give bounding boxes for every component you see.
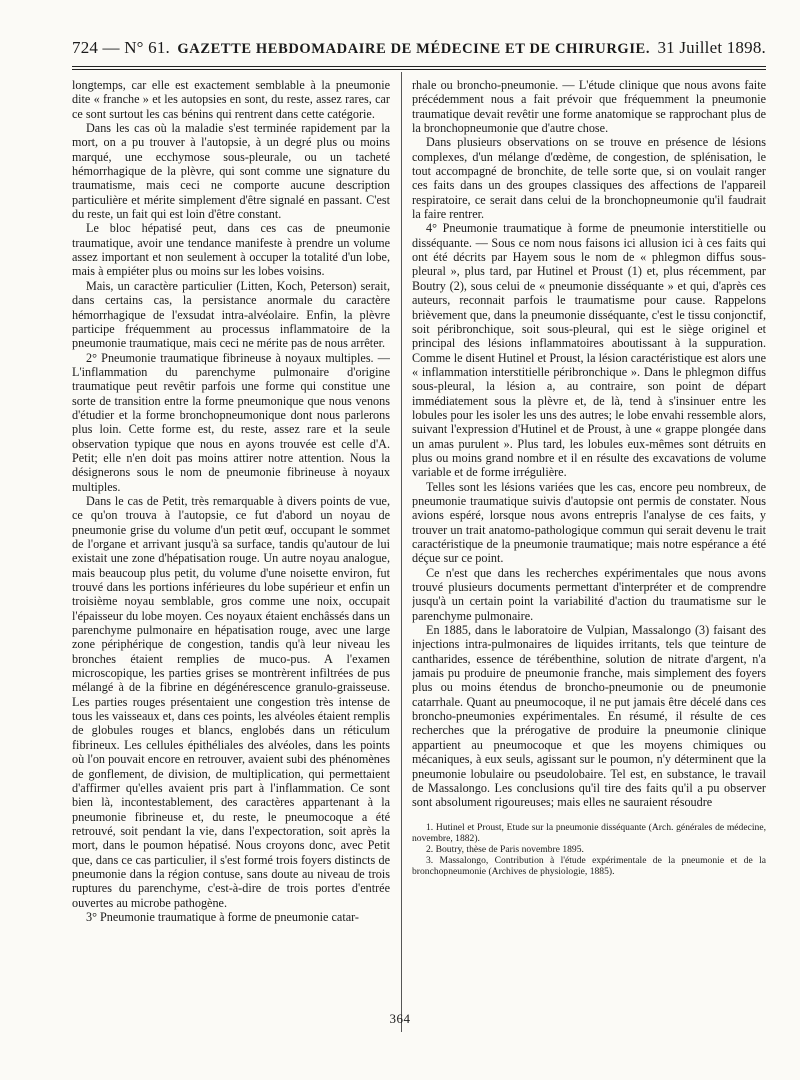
header-rule-double (72, 69, 766, 70)
footnote: 1. Hutinel et Proust, Etude sur la pneumonie disséquante (Arch. générales de médecine, novembre, 1882). (412, 821, 766, 844)
page-number: 364 (389, 1011, 411, 1026)
journal-title: GAZETTE HEBDOMADAIRE DE MÉDECINE ET DE CHIRURGIE. (177, 41, 651, 57)
paragraph: Dans plusieurs observations on se trouve en présence de lésions complexes, d'un mélange d'œdème, de congestion, de splénisation, le tout accompagné de bronchite, de telle sorte que, si on voulait ranger ces faits dans un des groupes classiques des affections de l'appareil respiratoire, ce serait dans celui de la bronchopneumonie qu'il faudrait la faire rentrer. (412, 135, 766, 222)
paragraph: Telles sont les lésions variées que les cas, encore peu nombreux, de pneumonie traumatique suivis d'autopsie ont permis de constater. Nous avions espéré, lorsque nous avons entrepris l'analyse de ces faits, y trouver un trait anatomo-pathologique commun qui serait devenu le trait caractéristique de la pneumonie traumatique; mais notre espérance a été déçue sur ce point. (412, 479, 766, 566)
paragraph: rhale ou broncho-pneumonie. — L'étude clinique que nous avons faite précédemment nous a fait prévoir que fréquemment la pneumonie traumatique devait revêtir une forme anatomique se rapprochant plus de la bronchopneumonie que d'autre chose. (412, 78, 766, 136)
issue-date: 31 Juillet 1898. (657, 38, 766, 57)
paragraph: En 1885, dans le laboratoire de Vulpian, Massalongo (3) faisant des injections intra-pulmonaires de liquides irritants, tels que teinture de cantharides, essence de térébenthine, solution de nitrate d'argent, n'a jamais pu produire de pneumonie franche, mais simplement des foyers plus ou moins étendus de broncho-pneumonie ou de pneumonie catarrhale. Quant au pneumocoque, il ne put jamais être décelé dans ces broncho-pneumonies expérimentales. En résumé, il résulte de ces recherches que la prérogative de produire la pneumonie clinique appartient au pneumocoque et que les moyens chimiques ou mécaniques, à eux seuls, agissant sur le poumon, n'y déterminent que la pneumonie lobulaire ou pseudolobaire. Tel est, en substance, le travail de Massalongo. Les conclusions qu'il tire des faits qu'il a pu observer sont absolument rigoureuses; mais elles ne sauraient résoudre (412, 623, 766, 810)
paragraph: Dans le cas de Petit, très remarquable à divers points de vue, ce qu'on trouva à l'autopsie, ce fut d'abord un noyau de pneumonie grise du volume d'un petit œuf, occupant le sommet de l'organe et arrivant jusqu'à sa surface, tandis qu'autour de lui existait une zone d'hépatisation rouge. Un autre noyau analogue, mais beaucoup plus petit, du volume d'une noisette environ, fut trouvé dans les portions inférieures du lobe supérieur et enfin un troisième noyau semblable, gros comme une noix, occupait l'épaisseur du lobe moyen. Ces noyaux étaient enchâssés dans un parenchyme pulmonaire en hépatisation rouge, avec une large zone périphérique de congestion, tandis qu'à leur niveau les bronches étaient remplies de muco-pus. A l'examen microscopique, les parties grises se montrèrent infiltrées de pus mélangé à de la fibrine en dégénérescence granulo-graisseuse. Les parties rouges présentaient une congestion très intense de tous les vaisseaux et, dans ces points, les alvéoles étaient remplis de globules rouges et blancs, englobés dans un réticulum fibrineux. Les cellules épithéliales des alvéoles, dans les points où l'on pouvait encore en retrouver, avaient subi des phénomènes de gonflement, de division, de multiplication, qui permettaient d'affirmer qu'elles avaient pris part à l'inflammation. Ce sont bien là, incontestablement, des caractères appartenant à la pneumonie fibrineuse et, du reste, le pneumocoque a été retrouvé, soit pendant la vie, dans l'expectoration, soit après la mort, dans le poumon hépatisé. Nous croyons donc, avec Petit que, dans ce cas particulier, il s'est formé trois foyers distincts de pneumonie dans la région contuse, sans doute au niveau de trois ruptures du parenchyme, c'est-à-dire de trois portes d'entrée ouvertes au microbe pathogène. (72, 493, 390, 910)
running-header (72, 38, 766, 64)
paragraph: Ce n'est que dans les recherches expérimentales que nous avons trouvé plusieurs documents permettant d'interpréter et de comprendre jusqu'à un certain point la variabilité d'action du traumatisme sur le parenchyme pulmonaire. (412, 565, 766, 623)
column-divider (401, 72, 402, 1032)
paragraph: 2° Pneumonie traumatique fibrineuse à noyaux multiples. — L'inflammation du parenchyme pulmonaire d'origine traumatique peut revêtir parfois une forme qui constitue une sorte de transition entre la forme pneumonique que nous venons d'étudier et la forme bronchopneumonique dont nous parlerons plus loin. Cette forme est, du reste, assez rare et la seule observation typique que nous en ayons trouvée est celle d'A. Petit; elle n'en doit pas moins attirer notre attention. Nous la désignerons sous le nom de pneumonie fibrineuse à noyaux multiples. (72, 350, 390, 494)
header-rule (72, 66, 766, 67)
left-column (72, 78, 390, 1013)
footnote: 2. Boutry, thèse de Paris novembre 1895. (426, 843, 584, 855)
issue-number: 724 — N° 61. (72, 38, 170, 57)
paragraph: Dans les cas où la maladie s'est terminée rapidement par la mort, on a pu trouver à l'autopsie, à un degré plus ou moins marqué, une ecchymose sous-pleurale, ou un tacheté hémorrhagique de la plèvre, qui sont comme une signature du traumatisme, mais ceci ne comporte aucune description particulière et mérite simplement d'être signalé en passant. C'est du reste, un fait qui est loin d'être constant. (72, 121, 390, 222)
paragraph: Le bloc hépatisé peut, dans ces cas de pneumonie traumatique, avoir une tendance manifeste à prendre un volume assez important et non seulement à occuper la totalité d'un lobe, mais à empiéter plus ou moins sur les lobes voisins. (72, 221, 390, 279)
paragraph: 3° Pneumonie traumatique à forme de pneumonie catar- (86, 909, 359, 924)
footnote: 3. Massalongo, Contribution à l'étude expérimentale de la pneumonie et de la bronchopneumonie (Archives de physiologie, 1885). (412, 855, 766, 878)
paragraph: longtemps, car elle est exactement semblable à la pneumonie dite « franche » et les autopsies en sont, du reste, assez rares, car ce sont surtout les cas bénins qui rentrent dans cette catégorie. (72, 78, 390, 121)
paragraph: 4° Pneumonie traumatique à forme de pneumonie interstitielle ou disséquante. — Sous ce nom nous faisons ici allusion ici à ces faits qui ont été décrits par Hayem sous le nom de « phlegmon diffus sous-pleural », plus tard, par Hutinel et Proust (1) et, plus récemment, par Boutry (2), sous celui de « pneumonie disséquante » et qui, d'après ces auteurs, reconnait parfois le traumatisme pour cause. Rappelons brièvement que, dans la pneumonie disséquante, c'est le tissu conjonctif, soit péribronchique, soit sous-pleural, qui est le siège originel et principal des lésions inflammatoires aboutissant à la suppuration. Comme le disent Hutinel et Proust, la lésion caractéristique est alors une « inflammation interstitielle péribronchique ». Dans le phlegmon diffus sous-pleural, la lésion a, au contraire, son point de départ immédiatement sous la plèvre et, de là, tend à s'insinuer entre les lobules pour les isoler les uns des autres; le lobe envahi ressemble alors, suivant l'expression d'Hutinel et de Proust, à une « grappe plongée dans un amas purulent ». Plus tard, les lobules eux-mêmes sont détruits en plus ou moins grand nombre et il en résulte des excavations de volume variable et de forme irrégulière. (412, 221, 766, 480)
right-column (412, 78, 766, 1038)
footnotes (412, 822, 766, 878)
paragraph: Mais, un caractère particulier (Litten, Koch, Peterson) serait, dans certains cas, la persistance anormale du caractère hémorrhagique de l'exsudat intra-alvéolaire. Enfin, la plèvre participe fréquemment au processus inflammatoire de la pneumonie traumatique, mais ceci ne mérite pas de nous arrêter. (72, 278, 390, 351)
